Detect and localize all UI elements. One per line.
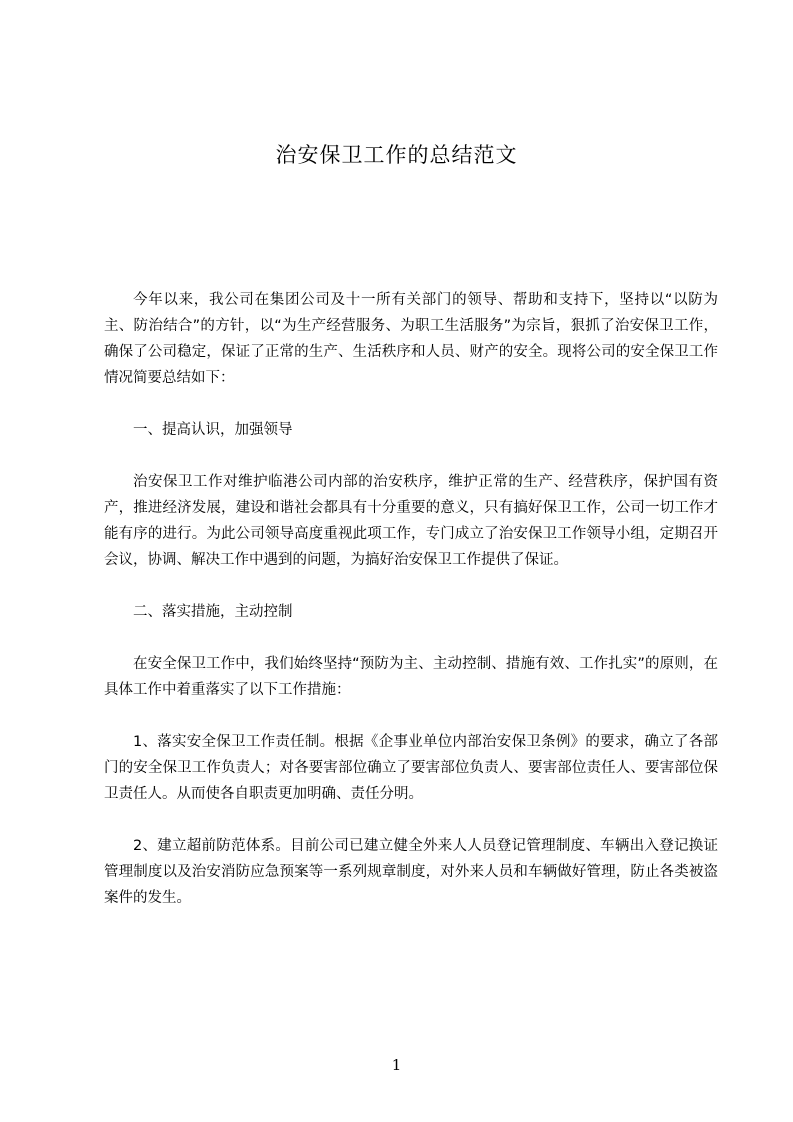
measure-item-2: 2、建立超前防范体系。目前公司已建立健全外来人人员登记管理制度、车辆出入登记换证管理制度以及治安消防应急预案等一系列规章制度，对外来人员和车辆做好管理，防止各类被盗案件的发生。 (104, 838, 718, 906)
section-1-heading: 一、提高认识，加强领导 (133, 422, 293, 438)
document-title: 治安保卫工作的总结范文 (275, 143, 518, 167)
section-2-paragraph: 在安全保卫工作中，我们始终坚持“预防为主、主动控制、措施有效、工作扎实”的原则，在具体工作中着重落实了以下工作措施： (104, 656, 718, 698)
measure-item-1: 1、落实安全保卫工作责任制。根据《企事业单位内部治安保卫条例》的要求，确立了各部门的安全保卫工作负责人；对各要害部位确立了要害部位负责人、要害部位责任人、要害部位保卫责任人。从而使各自职责更加明确、责任分明。 (104, 734, 718, 802)
section-1-paragraph: 治安保卫工作对维护临港公司内部的治安秩序，维护正常的生产、经营秩序，保护国有资产，推进经济发展，建设和谐社会都具有十分重要的意义，只有搞好保卫工作，公司一切工作才能有序的进行。为此公司领导高度重视此项工作，专门成立了治安保卫工作领导小组，定期召开会议，协调、解决工作中遇到的问题，为搞好治安保卫工作提供了保证。 (104, 474, 718, 568)
document-body (104, 287, 718, 937)
page-number: 1 (391, 1056, 402, 1074)
section-2-heading: 二、落实措施，主动控制 (133, 604, 293, 620)
intro-paragraph: 今年以来，我公司在集团公司及十一所有关部门的领导、帮助和支持下，坚持以“以防为主、防治结合”的方针，以“为生产经营服务、为职工生活服务”为宗旨，狠抓了治安保卫工作，确保了公司稳定，保证了正常的生产、生活秩序和人员、财产的安全。现将公司的安全保卫工作情况简要总结如下： (104, 292, 718, 386)
